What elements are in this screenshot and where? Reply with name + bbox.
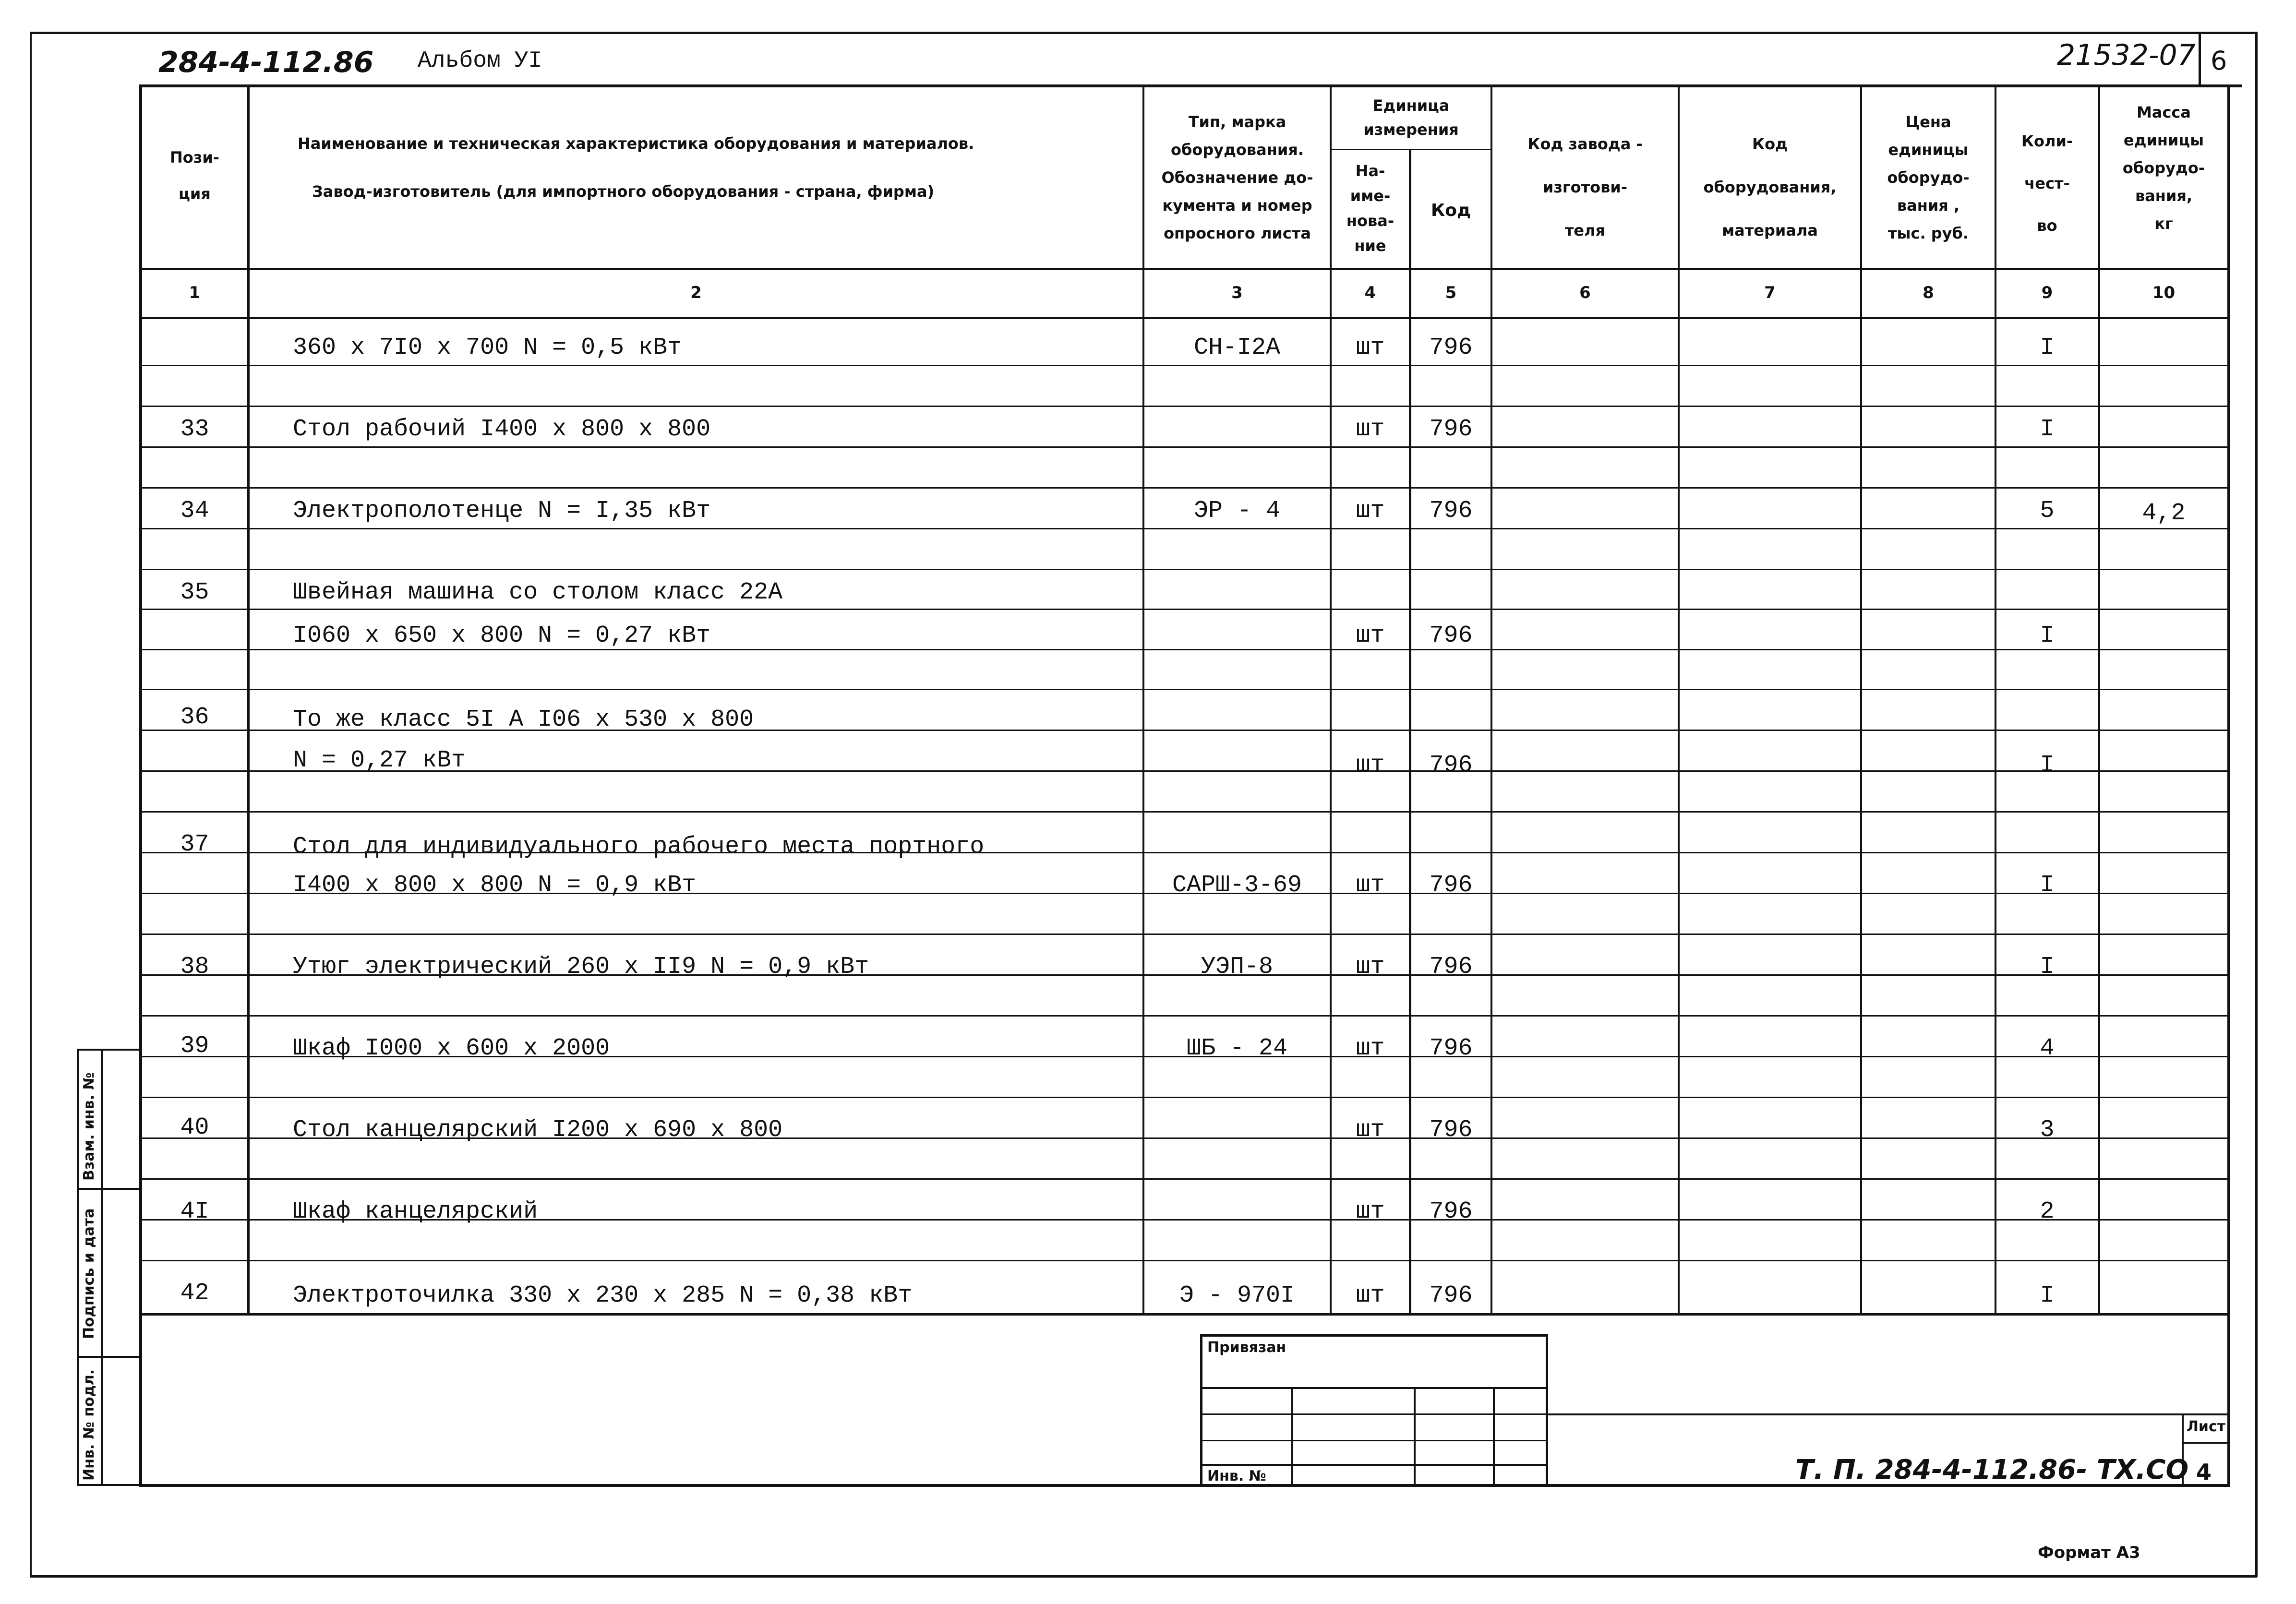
row-unit: шт <box>1356 334 1385 361</box>
row-position: 40 <box>180 1114 209 1141</box>
row-name: N = 0,27 кВт <box>293 747 466 774</box>
row-line <box>139 1097 2230 1098</box>
header-position: Пози- ция <box>169 148 220 203</box>
format-label: Формат А3 <box>2038 1543 2140 1562</box>
outer-frame-right <box>2255 32 2258 1577</box>
row-qty: 3 <box>2040 1116 2055 1144</box>
side-signature-date: Подпись и дата <box>81 1208 97 1339</box>
row-name: 360 х 7I0 х 700 N = 0,5 кВт <box>293 334 682 361</box>
outer-frame-left <box>30 32 32 1577</box>
sheet-box-split <box>2182 1442 2230 1444</box>
row-qty: I <box>2040 416 2055 443</box>
header-mass: Масса единицы оборудо- вания, кг <box>2122 103 2205 233</box>
row-qty: I <box>2040 334 2055 361</box>
row-qty: I <box>2040 622 2055 649</box>
outer-frame-top <box>30 32 2257 34</box>
outer-frame-bottom <box>30 1575 2257 1578</box>
header-equipment-code: Код оборудования, материала <box>1703 135 1837 239</box>
stamp-frame-top <box>1200 1334 1548 1337</box>
stamp-line-3 <box>1200 1440 1548 1441</box>
header-bottom-line <box>139 268 2230 270</box>
side-replace-inv: Взам. инв. № <box>81 1072 97 1181</box>
stamp-line-1 <box>1200 1387 1548 1389</box>
row-type: САРШ-3-69 <box>1172 872 1302 899</box>
row-name: Стол канцелярский I200 х 690 х 800 <box>293 1116 783 1144</box>
stamp-vline-2 <box>1414 1387 1416 1485</box>
colnum-3: 3 <box>1231 283 1243 302</box>
row-type: ЭР - 4 <box>1193 497 1281 525</box>
row-unit: шт <box>1356 1198 1385 1225</box>
table-bottom-line <box>139 1313 2230 1316</box>
col-line-1 <box>247 86 250 1315</box>
row-position: 36 <box>180 704 209 731</box>
row-qty: 4 <box>2040 1035 2055 1062</box>
col-line-2 <box>1142 86 1144 1315</box>
header-type: Тип, марка оборудования. Обозначение до- кумента и номер опросного листа <box>1161 113 1313 242</box>
row-position: 34 <box>180 497 209 525</box>
row-code: 796 <box>1429 622 1473 649</box>
side-inv-original: Инв. № подл. <box>81 1369 97 1481</box>
stamp-attached: Привязан <box>1207 1339 1286 1356</box>
unit-header-split <box>1330 149 1491 150</box>
col-line-9 <box>2098 86 2100 1315</box>
row-code: 796 <box>1429 334 1473 361</box>
row-name: То же класс 5I А I06 х 530 х 800 <box>293 706 754 733</box>
col-line-6 <box>1678 86 1680 1315</box>
page-box-divider <box>2199 34 2201 86</box>
row-line <box>139 406 2230 407</box>
stamp-vline-1 <box>1291 1387 1293 1485</box>
colnum-5: 5 <box>1445 283 1457 302</box>
row-name: Шкаф канцелярский <box>293 1198 538 1225</box>
row-position: 42 <box>180 1280 209 1307</box>
project-code: 284-4-112.86 <box>158 46 374 79</box>
stamp-frame-right <box>1546 1334 1548 1485</box>
side-strip-div1 <box>77 1188 142 1190</box>
row-name: Швейная машина со столом класс 22А <box>293 579 783 606</box>
header-factory-code: Код завода - изготови- теля <box>1527 135 1643 239</box>
colnum-8: 8 <box>1923 283 1934 302</box>
row-code: 796 <box>1429 416 1473 443</box>
header-unit-name: На- име- нова- ние <box>1346 162 1394 255</box>
row-qty: 2 <box>2040 1198 2055 1225</box>
row-unit: шт <box>1356 752 1385 779</box>
stamp-line-2 <box>1200 1413 1548 1415</box>
stamp-line-4 <box>1200 1464 1548 1466</box>
row-code: 796 <box>1429 953 1473 981</box>
row-code: 796 <box>1429 1198 1473 1225</box>
row-unit: шт <box>1356 1035 1385 1062</box>
row-qty: I <box>2040 953 2055 981</box>
inner-frame-top <box>139 84 2242 87</box>
row-qty: I <box>2040 872 2055 899</box>
row-position: 37 <box>180 831 209 858</box>
row-line <box>139 609 2230 610</box>
row-unit: шт <box>1356 872 1385 899</box>
row-qty: I <box>2040 1282 2055 1309</box>
row-name: Стол для индивидуального рабочего места портного <box>293 833 985 861</box>
row-name: Утюг электрический 260 х II9 N = 0,9 кВт <box>293 953 869 981</box>
document-designation: Т. П. 284-4-112.86- ТХ.СО <box>1795 1454 2189 1485</box>
row-mass: 4,2 <box>2142 500 2186 527</box>
side-strip-left <box>77 1049 79 1485</box>
row-type: ШБ - 24 <box>1186 1035 1288 1062</box>
header-unit-code: Код <box>1430 201 1471 220</box>
row-code: 796 <box>1429 497 1473 525</box>
row-type: Э - 970I <box>1179 1282 1295 1309</box>
side-strip-top <box>77 1049 142 1051</box>
row-name: I060 х 650 х 800 N = 0,27 кВт <box>293 622 711 649</box>
row-line <box>139 1260 2230 1261</box>
album-label: Альбом УI <box>418 48 542 74</box>
stamp-frame-left <box>1200 1334 1202 1485</box>
colnum-4: 4 <box>1364 283 1376 302</box>
row-line <box>139 365 2230 366</box>
colnum-10: 10 <box>2152 283 2176 302</box>
row-qty: I <box>2040 752 2055 779</box>
row-type: УЭП-8 <box>1201 953 1274 981</box>
row-code: 796 <box>1429 1116 1473 1144</box>
inventory-number: 21532-07 <box>2057 38 2196 72</box>
row-position: 33 <box>180 416 209 443</box>
side-strip-div2 <box>77 1356 142 1358</box>
row-position: 35 <box>180 579 209 606</box>
row-unit: шт <box>1356 416 1385 443</box>
page-number: 6 <box>2211 46 2227 76</box>
row-code: 796 <box>1429 1035 1473 1062</box>
row-position: 39 <box>180 1032 209 1060</box>
stamp-inv: Инв. № <box>1207 1468 1266 1484</box>
row-position: 38 <box>180 953 209 981</box>
row-line <box>139 1178 2230 1180</box>
col-line-7 <box>1860 86 1862 1315</box>
title-line <box>1546 1413 2230 1415</box>
colnum-6: 6 <box>1579 283 1591 302</box>
stamp-vline-3 <box>1493 1387 1495 1485</box>
colnum-1: 1 <box>189 283 201 302</box>
colnum-2: 2 <box>690 283 702 302</box>
row-position: 4I <box>180 1198 209 1225</box>
sheet-number: 4 <box>2196 1459 2212 1485</box>
colnum-9: 9 <box>2041 283 2053 302</box>
header-price: Цена единицы оборудо- вания , тыс. руб. <box>1887 113 1970 242</box>
row-code: 796 <box>1429 752 1473 779</box>
row-line <box>139 934 2230 935</box>
row-name: Электроточилка 330 х 230 х 285 N = 0,38 кВт <box>293 1282 913 1309</box>
side-strip-mid <box>101 1049 103 1485</box>
inner-frame-right <box>2227 84 2230 1486</box>
header-name-line2: Завод-изготовитель (для импортного оборудования - страна, фирма) <box>312 182 935 201</box>
row-type: СН-I2А <box>1193 334 1281 361</box>
col-line-5 <box>1491 86 1492 1315</box>
row-line <box>139 487 2230 489</box>
header-name-line1: Наименование и техническая характеристика оборудования и материалов. <box>298 134 974 153</box>
row-name: Шкаф I000 х 600 х 2000 <box>293 1035 610 1062</box>
row-name: Стол рабочий I400 х 800 х 800 <box>293 416 711 443</box>
row-line <box>139 811 2230 813</box>
row-line <box>139 446 2230 448</box>
header-quantity: Коли- чест- во <box>2021 132 2073 235</box>
sheet-label: Лист <box>2187 1418 2226 1435</box>
row-unit: шт <box>1356 497 1385 525</box>
colnum-7: 7 <box>1764 283 1776 302</box>
row-name: I400 х 800 х 800 N = 0,9 кВт <box>293 872 697 899</box>
row-code: 796 <box>1429 872 1473 899</box>
row-name: Электрополотенце N = I,35 кВт <box>293 497 711 525</box>
row-line <box>139 528 2230 529</box>
row-code: 796 <box>1429 1282 1473 1309</box>
side-strip-bottom <box>77 1484 142 1486</box>
row-unit: шт <box>1356 622 1385 649</box>
row-qty: 5 <box>2040 497 2055 525</box>
row-unit: шт <box>1356 953 1385 981</box>
header-unit: Единица измерения <box>1363 96 1459 139</box>
row-unit: шт <box>1356 1116 1385 1144</box>
row-line <box>139 689 2230 690</box>
row-line <box>139 1015 2230 1017</box>
row-unit: шт <box>1356 1282 1385 1309</box>
colnum-bottom-line <box>139 317 2230 319</box>
row-line <box>139 569 2230 570</box>
